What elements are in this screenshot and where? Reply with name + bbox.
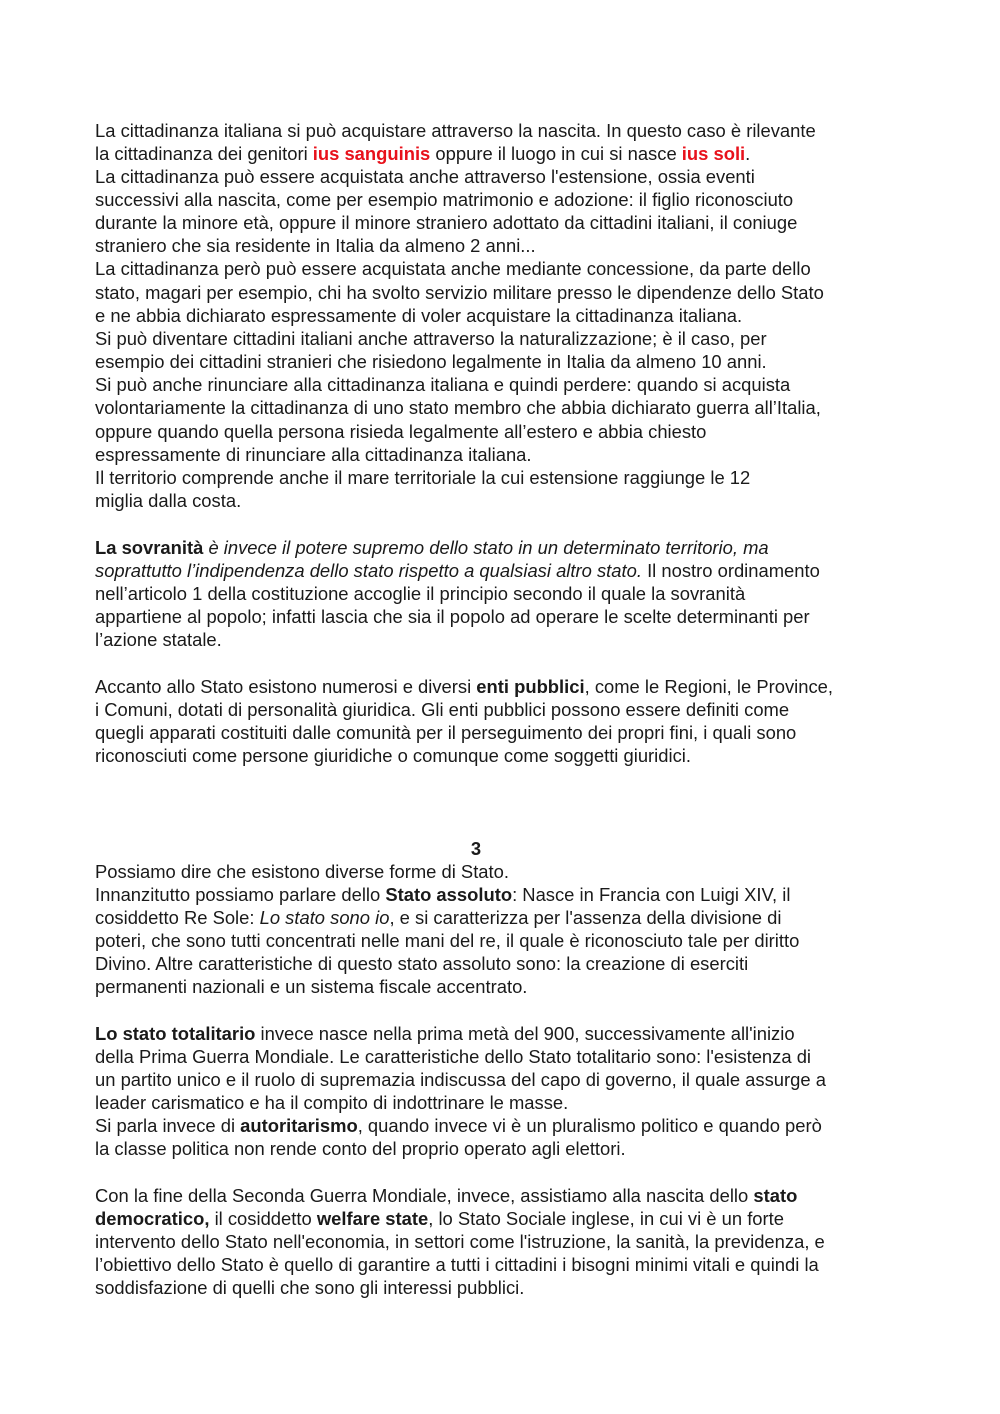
text-line: l’obiettivo dello Stato è quello di garantire a tutti i cittadini i bisogni minimi vitali e quindi la <box>95 1254 819 1275</box>
text-line <box>95 142 750 165</box>
text-line: oppure quando quella persona risieda legalmente all’estero e abbia chiesto <box>95 421 707 442</box>
text-line: Divino. Altre caratteristiche di questo stato assoluto sono: la creazione di eserciti <box>95 953 749 974</box>
text-line: un partito unico e il ruolo di supremazia indiscussa del capo di governo, il quale assurge a <box>95 1069 826 1090</box>
text-line: espressamente di rinunciare alla cittadinanza italiana. <box>95 444 532 465</box>
text-line: successivi alla nascita, come per esempio matrimonio e adozione: il figlio riconosciuto <box>95 189 794 210</box>
text-line <box>95 1022 795 1045</box>
text-span: Innanzitutto possiamo parlare dello <box>95 884 386 905</box>
text-line: nell’articolo 1 della costituzione accoglie il principio secondo il quale la sovranità <box>95 583 746 604</box>
text-span: . <box>745 143 751 164</box>
text-line: Possiamo dire che esistono diverse forme di Stato. <box>95 861 509 882</box>
term-stato-assoluto: Stato assoluto <box>385 884 513 905</box>
text-line: straniero che sia residente in Italia da almeno 2 anni... <box>95 235 536 256</box>
text-line: permanenti nazionali e un sistema fiscale accentrato. <box>95 976 528 997</box>
text-span: , lo Stato Sociale inglese, in cui vi è un forte <box>428 1208 784 1229</box>
text-line: La cittadinanza italiana si può acquistare attraverso la nascita. In questo caso è rilevante <box>95 120 816 141</box>
text-line: La cittadinanza può essere acquistata anche attraverso l'estensione, ossia eventi <box>95 166 755 187</box>
text-line: stato, magari per esempio, chi ha svolto servizio militare presso le dipendenze dello Stato <box>95 282 824 303</box>
text-span: il cosiddetto <box>209 1208 317 1229</box>
text-line: soddisfazione di quelli che sono gli interessi pubblici. <box>95 1277 525 1298</box>
text-line <box>95 536 769 559</box>
text-line: la classe politica non rende conto del proprio operato agli elettori. <box>95 1138 626 1159</box>
text-line <box>95 883 790 906</box>
text-line: La cittadinanza però può essere acquistata anche mediante concessione, da parte dello <box>95 258 811 279</box>
term-enti-pubblici: enti pubblici <box>476 676 585 697</box>
term-autoritarismo: autoritarismo <box>240 1115 358 1136</box>
text-span: , come le Regioni, le Province, <box>584 676 833 697</box>
term-stato: stato <box>753 1185 798 1206</box>
text-line: Il territorio comprende anche il mare territoriale la cui estensione raggiunge le 12 <box>95 467 751 488</box>
term-democratico: democratico, <box>95 1208 210 1229</box>
term-ius-sanguinis: ius sanguinis <box>312 143 431 164</box>
text-line <box>95 559 820 582</box>
text-span: soprattutto l’indipendenza dello stato rispetto a qualsiasi altro stato. <box>95 560 642 581</box>
text-line <box>95 1207 784 1230</box>
text-line: quegli apparati costituiti dalle comunità per il perseguimento dei propri fini, i quali sono <box>95 722 797 743</box>
text-line: l’azione statale. <box>95 629 222 650</box>
text-line: leader carismatico e ha il compito di indottrinare le masse. <box>95 1092 569 1113</box>
text-span: invece nasce nella prima metà del 900, successivamente all'inizio <box>255 1023 795 1044</box>
text-line <box>95 1184 797 1207</box>
text-line: poteri, che sono tutti concentrati nelle mani del re, il quale è riconosciuto tale per diritto <box>95 930 800 951</box>
text-span: la cittadinanza dei genitori <box>95 143 313 164</box>
text-span: è invece il potere supremo dello stato in un determinato territorio, ma <box>203 537 769 558</box>
term-stato-totalitario: Lo stato totalitario <box>95 1023 256 1044</box>
text-line: durante la minore età, oppure il minore straniero adottato da cittadini italiani, il coniuge <box>95 212 798 233</box>
text-line: Si può diventare cittadini italiani anche attraverso la naturalizzazione; è il caso, per <box>95 328 767 349</box>
text-line: esempio dei cittadini stranieri che risiedono legalmente in Italia da almeno 10 anni. <box>95 351 767 372</box>
text-line: e ne abbia dichiarato espressamente di voler acquistare la cittadinanza italiana. <box>95 305 743 326</box>
text-span: Con la fine della Seconda Guerra Mondiale, invece, assistiamo alla nascita dello <box>95 1185 754 1206</box>
text-line: intervento dello Stato nell'economia, in settori come l'istruzione, la sanità, la previdenza, e <box>95 1231 825 1252</box>
text-line <box>95 1114 822 1137</box>
text-line: appartiene al popolo; infatti lascia che sia il popolo ad operare le scelte determinanti per <box>95 606 810 627</box>
text-span: cosiddetto Re Sole: <box>95 907 260 928</box>
text-span: , quando invece vi è un pluralismo politico e quando però <box>357 1115 822 1136</box>
text-span: Si parla invece di <box>95 1115 241 1136</box>
quote-lo-stato-sono-io: Lo stato sono io <box>259 907 390 928</box>
text-line: riconosciuti come persone giuridiche o comunque come soggetti giuridici. <box>95 745 691 766</box>
text-span: Il nostro ordinamento <box>641 560 820 581</box>
term-welfare-state: welfare state <box>316 1208 429 1229</box>
text-span: : Nasce in Francia con Luigi XIV, il <box>512 884 791 905</box>
text-span: , e si caratterizza per l'assenza della divisione di <box>389 907 782 928</box>
text-line <box>95 675 833 698</box>
term-sovranita: La sovranità <box>95 537 204 558</box>
text-span: oppure il luogo in cui si nasce <box>430 143 682 164</box>
text-line: volontariamente la cittadinanza di uno stato membro che abbia dichiarato guerra all’Italia, <box>95 397 821 418</box>
term-ius-soli: ius soli <box>681 143 746 164</box>
text-line: Si può anche rinunciare alla cittadinanza italiana e quindi perdere: quando si acquista <box>95 374 791 395</box>
text-line: miglia dalla costa. <box>95 490 242 511</box>
text-span: Accanto allo Stato esistono numerosi e diversi <box>95 676 477 697</box>
page-number: 3 <box>470 838 482 859</box>
text-line: della Prima Guerra Mondiale. Le caratteristiche dello Stato totalitario sono: l'esistenza di <box>95 1046 812 1067</box>
text-line <box>95 906 781 929</box>
text-line: i Comuni, dotati di personalità giuridica. Gli enti pubblici possono essere definiti come <box>95 699 790 720</box>
